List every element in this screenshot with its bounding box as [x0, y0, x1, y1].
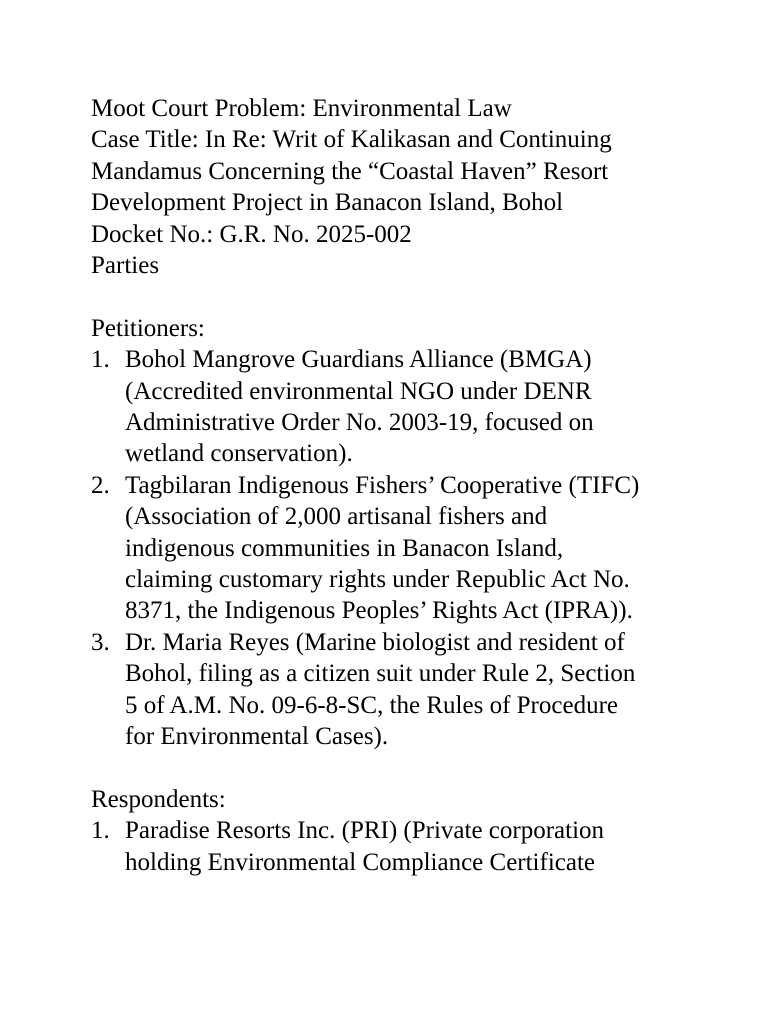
- parties-heading: Parties: [91, 252, 160, 280]
- item-text-line: Dr. Maria Reyes (Marine biologist and resident of: [125, 628, 625, 656]
- item-text-line: (Accredited environmental NGO under DENR: [125, 377, 592, 405]
- case-title-line-3: Development Project in Banacon Island, Bohol: [91, 189, 564, 217]
- respondents-heading: Respondents:: [91, 785, 226, 813]
- blank-line: [91, 753, 691, 784]
- item-text-line: Bohol Mangrove Guardians Alliance (BMGA): [125, 346, 592, 374]
- case-title-line-2: Mandamus Concerning the “Coastal Haven” Resort: [91, 157, 609, 185]
- item-text-line: Paradise Resorts Inc. (PRI) (Private corporation: [125, 817, 605, 845]
- item-text-line: Bohol, filing as a citizen suit under Rule 2, Section: [125, 660, 636, 688]
- case-title-line-1: Case Title: In Re: Writ of Kalikasan and Continuing: [91, 126, 612, 154]
- item-text-line: 8371, the Indigenous Peoples’ Rights Act (IPRA)).: [125, 597, 633, 625]
- petitioners-list: [91, 344, 691, 752]
- petitioners-heading: Petitioners:: [91, 314, 205, 342]
- item-text-line: Tagbilaran Indigenous Fishers’ Cooperative (TIFC): [125, 471, 640, 499]
- item-text-line: holding Environmental Compliance Certificate: [125, 848, 596, 876]
- blank-line: [91, 281, 691, 312]
- petitioner-item: [91, 344, 691, 470]
- item-text-line: for Environmental Cases).: [125, 723, 389, 751]
- respondent-item: [91, 815, 691, 878]
- item-number: 3.: [91, 628, 110, 656]
- item-text-line: 5 of A.M. No. 09-6-8-SC, the Rules of Procedure: [125, 691, 618, 719]
- item-text-line: claiming customary rights under Republic Act No.: [125, 566, 630, 594]
- document-title: Moot Court Problem: Environmental Law: [91, 95, 512, 122]
- item-text-line: wetland conservation).: [125, 440, 353, 468]
- respondents-list: [91, 815, 691, 878]
- item-text-line: indigenous communities in Banacon Island,: [125, 534, 564, 562]
- item-number: 2.: [91, 471, 110, 499]
- docket-number: Docket No.: G.R. No. 2025-002: [91, 220, 412, 248]
- petitioner-item: [91, 627, 691, 753]
- document-body: [91, 93, 691, 878]
- item-number: 1.: [91, 817, 110, 845]
- item-text-line: Administrative Order No. 2003-19, focused on: [125, 409, 594, 437]
- item-text-line: (Association of 2,000 artisanal fishers and: [125, 503, 548, 531]
- item-number: 1.: [91, 346, 110, 374]
- petitioner-item: [91, 470, 691, 627]
